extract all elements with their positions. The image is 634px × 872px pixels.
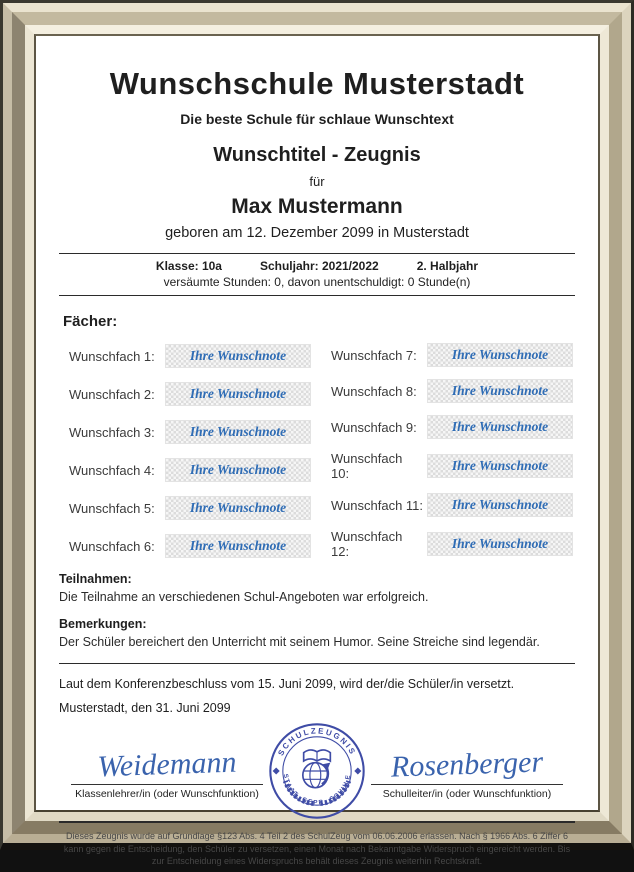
schoolyear-value: Schuljahr: 2021/2022 xyxy=(259,259,379,273)
grade-placeholder: Ihre Wunschnote xyxy=(189,348,287,363)
for-label: für xyxy=(309,174,325,189)
subject-label: Wunschfach 5: xyxy=(69,500,155,516)
promotion-text: Laut dem Konferenzbeschluss vom 15. Juni 2099, wird der/die Schüler/in versetzt. xyxy=(59,677,515,691)
subjects-column-right xyxy=(331,343,573,559)
grade-placeholder: Ihre Wunschnote xyxy=(451,497,549,512)
remarks-heading: Bemerkungen: xyxy=(59,617,147,631)
class-value: Klasse: 10a xyxy=(155,259,222,273)
signature-block-left xyxy=(67,745,267,800)
picture-frame-inner-edge xyxy=(34,34,600,867)
picture-frame-band-highlight xyxy=(25,25,609,867)
subject-label: Wunschfach 10: xyxy=(331,451,403,481)
subject-label: Wunschfach 6: xyxy=(69,538,155,554)
subject-label: Wunschfach 8: xyxy=(331,383,417,399)
subjects-column-left xyxy=(69,343,311,559)
principal-role-label: Schulleiter/in (oder Wunschfunktion) xyxy=(382,788,552,800)
grade-field[interactable] xyxy=(427,532,573,556)
grade-field[interactable] xyxy=(165,344,311,368)
subjects-heading: Fächer: xyxy=(63,313,118,330)
subject-label: Wunschfach 3: xyxy=(69,424,155,440)
seal-top-text: SCHULZEUGNIS xyxy=(276,726,358,758)
grade-field[interactable] xyxy=(427,379,573,403)
grade-placeholder: Ihre Wunschnote xyxy=(451,383,549,398)
participation-text: Die Teilnahme an verschiedenen Schul-Angeboten war erfolgreich. xyxy=(59,590,429,604)
legal-footer xyxy=(59,821,575,872)
subjects-grid xyxy=(59,343,575,559)
absence-line: versäumte Stunden: 0, davon unentschuldigt: 0 Stunde(n) xyxy=(163,275,471,289)
subject-label: Wunschfach 12: xyxy=(331,529,403,559)
legal-text: Dieses Zeugnis wurde auf Grundlage §123 Abs. 4 Teil 2 des SchulZeug vom 06.06.2006 erlassen. Nach § 1966 Abs. 6 Ziffer 6 kann gegen die Entscheidung, den Schüler zu versetzen, einen Monat nach Bekanntgabe Widerspruch eingereicht werden. Bis zur Entscheidung eines Widerspruchs behält dieses Zeugnis weiterhin Rechtskraft. xyxy=(63,831,571,867)
picture-frame-band-mid xyxy=(12,12,622,867)
picture-frame-band-light xyxy=(3,3,631,867)
seal-bottom-text: STAAT. GEPR. SCHULE xyxy=(281,773,353,807)
grade-placeholder: Ihre Wunschnote xyxy=(189,386,287,401)
grade-field[interactable] xyxy=(165,420,311,444)
place-date: Musterstadt, den 31. Juni 2099 xyxy=(59,701,231,715)
subject-label: Wunschfach 1: xyxy=(69,348,155,364)
school-seal-icon xyxy=(267,721,367,821)
grade-field[interactable] xyxy=(165,534,311,558)
grade-field[interactable] xyxy=(427,493,573,517)
subject-label: Wunschfach 4: xyxy=(69,462,155,478)
principal-signature: Rosenberger xyxy=(390,745,544,784)
halfyear-value: 2. Halbjahr xyxy=(416,259,479,273)
grade-field[interactable] xyxy=(427,415,573,439)
grade-placeholder: Ihre Wunschnote xyxy=(189,424,287,439)
class-info-line xyxy=(59,259,575,273)
grade-placeholder: Ihre Wunschnote xyxy=(451,419,549,434)
class-info-box xyxy=(59,253,575,296)
grade-field[interactable] xyxy=(165,496,311,520)
participation-heading: Teilnahmen: xyxy=(59,572,132,586)
grade-placeholder: Ihre Wunschnote xyxy=(189,500,287,515)
grade-placeholder: Ihre Wunschnote xyxy=(451,536,549,551)
grade-placeholder: Ihre Wunschnote xyxy=(189,462,287,477)
certificate-title: Wunschtitel - Zeugnis xyxy=(213,144,421,166)
grade-field[interactable] xyxy=(165,382,311,406)
subject-label: Wunschfach 2: xyxy=(69,386,155,402)
school-slogan: Die beste Schule für schlaue Wunschtext xyxy=(180,111,454,127)
grade-placeholder: Ihre Wunschnote xyxy=(189,538,287,553)
teacher-signature: Weidemann xyxy=(97,745,237,784)
signature-block-right xyxy=(367,745,567,800)
school-name: Wunschschule Musterstadt xyxy=(109,66,525,101)
birth-line: geboren am 12. Dezember 2099 in Musterstadt xyxy=(165,225,469,241)
separator-line xyxy=(59,663,575,664)
grade-placeholder: Ihre Wunschnote xyxy=(451,347,549,362)
subject-label: Wunschfach 7: xyxy=(331,347,417,363)
grade-placeholder: Ihre Wunschnote xyxy=(451,458,549,473)
subject-label: Wunschfach 9: xyxy=(331,419,417,435)
signature-line xyxy=(71,784,263,785)
remarks-text: Der Schüler bereichert den Unterricht mit seinem Humor. Seine Streiche sind legendär. xyxy=(59,635,540,649)
grade-field[interactable] xyxy=(427,343,573,367)
teacher-role-label: Klassenlehrer/in (oder Wunschfunktion) xyxy=(75,788,259,800)
grade-field[interactable] xyxy=(165,458,311,482)
subject-label: Wunschfach 11: xyxy=(331,497,424,513)
signature-row xyxy=(59,726,575,821)
student-name: Max Mustermann xyxy=(231,195,403,218)
grade-field[interactable] xyxy=(427,454,573,478)
certificate-paper xyxy=(36,36,598,867)
signature-line xyxy=(371,784,563,785)
